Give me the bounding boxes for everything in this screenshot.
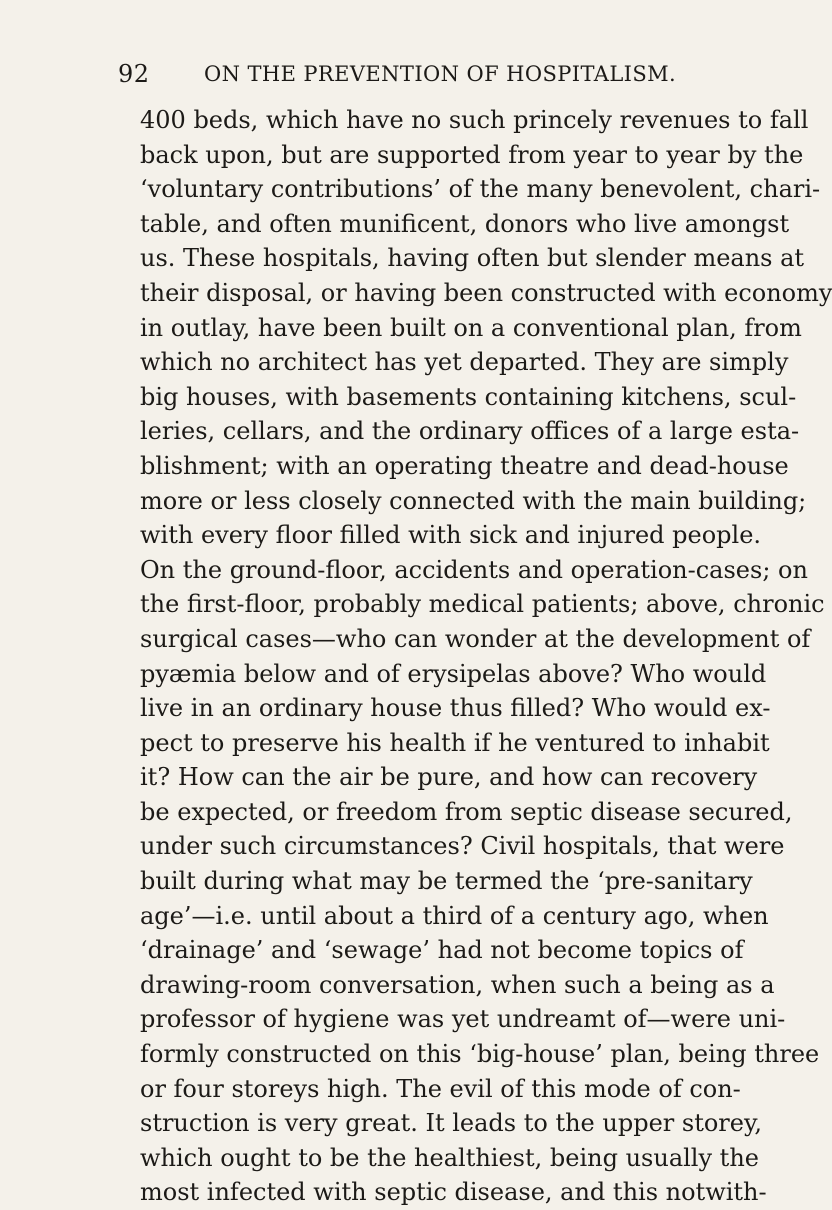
text-line: built during what may be termed the ‘pre-sanitary [140, 867, 753, 896]
text-line: age’—i.e. until about a third of a century ago, when [140, 901, 769, 930]
text-line: ‘drainage’ and ‘sewage’ had not become topics of [140, 936, 744, 965]
text-line: surgical cases—who can wonder at the development of [140, 624, 811, 653]
text-line: under such circumstances? Civil hospitals, that were [140, 832, 785, 861]
text-line: live in an ordinary house thus filled? Who would ex- [140, 694, 771, 723]
text-line: blishment; with an operating theatre and dead-house [140, 451, 789, 480]
text-line: back upon, but are supported from year to year by the [140, 140, 804, 169]
text-line: 400 beds, which have no such princely revenues to fall [140, 106, 809, 134]
text-line: ‘voluntary contributions’ of the many benevolent, chari- [140, 175, 821, 204]
page-number: 92 [118, 60, 150, 88]
text-line: us. These hospitals, having often but slender means at [140, 244, 805, 273]
text-line: struction is very great. It leads to the upper storey, [140, 1109, 762, 1138]
text-line: On the ground-floor, accidents and operation-cases; on [140, 555, 808, 584]
text-line: professor of hygiene was yet undreamt of—were uni- [140, 1005, 786, 1034]
text-line: table, and often munificent, donors who live amongst [140, 209, 790, 238]
text-line: drawing-room conversation, when such a being as a [140, 970, 775, 999]
body-text [140, 103, 832, 1210]
text-line: more or less closely connected with the main building; [140, 486, 807, 515]
text-line: which no architect has yet departed. They are simply [140, 348, 789, 377]
text-line: it? How can the air be pure, and how can recovery [140, 763, 758, 792]
running-title: ON THE PREVENTION OF HOSPITALISM. [204, 62, 677, 86]
text-line: pyæmia below and of erysipelas above? Who would [140, 659, 767, 688]
text-line: their disposal, or having been constructed with economy [140, 278, 832, 307]
running-head [118, 60, 688, 94]
text-line: or four storeys high. The evil of this mode of con- [140, 1074, 741, 1103]
text-line: be expected, or freedom from septic disease secured, [140, 797, 793, 826]
text-line: big houses, with basements containing kitchens, scul- [140, 382, 797, 411]
text-line: leries, cellars, and the ordinary offices of a large esta- [140, 417, 800, 446]
text-line: with every floor filled with sick and injured people. [140, 521, 762, 550]
text-line: formly constructed on this ‘big-house’ plan, being three [140, 1040, 820, 1069]
text-line: most infected with septic disease, and this notwith- [140, 1178, 767, 1207]
text-line: the first-floor, probably medical patients; above, chronic [140, 590, 825, 619]
text-line: in outlay, have been built on a conventional plan, from [140, 313, 802, 342]
text-line: which ought to be the healthiest, being usually the [140, 1143, 759, 1172]
text-line: pect to preserve his health if he ventured to inhabit [140, 728, 770, 757]
